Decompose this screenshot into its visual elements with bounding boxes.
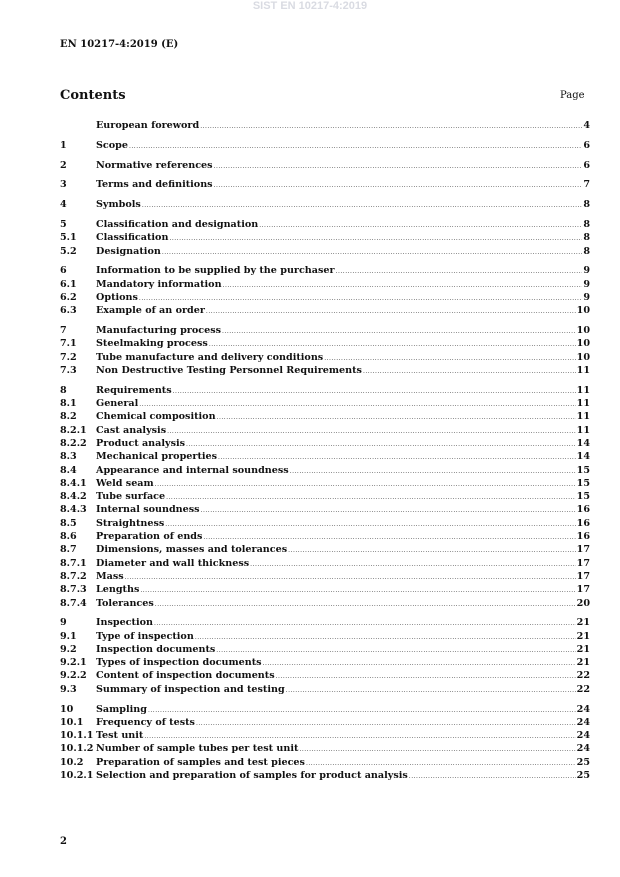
toc-entry-number: 8.4: [60, 464, 77, 476]
toc-entry-title: Content of inspection documents: [96, 670, 275, 682]
toc-entry-page: 10: [576, 338, 590, 350]
toc-entry-page: 8: [583, 218, 590, 230]
toc-dot-leader: [139, 398, 575, 411]
toc-entry-title: Summary of inspection and testing: [96, 683, 285, 695]
toc-entry-number: 5.1: [60, 232, 77, 244]
toc-entry-page: 9: [583, 278, 590, 290]
toc-entry[interactable]: [60, 716, 590, 729]
toc-entry[interactable]: [60, 159, 590, 172]
toc-entry-number: 8.1: [60, 398, 77, 410]
toc-dot-leader: [165, 518, 575, 531]
toc-entry-title: Requirements: [96, 384, 172, 396]
toc-entry-number: 10.2: [60, 756, 84, 768]
page-column-label: Page: [560, 90, 585, 101]
toc-dot-leader: [288, 544, 576, 557]
toc-entry-number: 6.3: [60, 305, 77, 317]
toc-entry-title: Example of an order: [96, 305, 205, 317]
toc-entry[interactable]: [60, 597, 590, 610]
toc-entry-page: 8: [583, 245, 590, 257]
toc-entry-page: 25: [576, 770, 590, 782]
toc-dot-leader: [139, 292, 582, 305]
toc-entry-title: Mandatory information: [96, 278, 222, 290]
toc-entry[interactable]: [60, 324, 590, 337]
toc-entry-title: Diameter and wall thickness: [96, 557, 250, 569]
toc-entry-page: 6: [583, 159, 590, 171]
toc-entry-number: 8.2.2: [60, 437, 87, 449]
toc-dot-leader: [222, 325, 576, 338]
toc-entry-number: 10: [60, 703, 74, 715]
toc-entry[interactable]: [60, 178, 590, 191]
toc-entry-number: 8.7.4: [60, 597, 87, 609]
toc-entry-title: Normative references: [96, 159, 213, 171]
toc-entry-title: Tolerances: [96, 597, 154, 609]
toc-entry-page: 24: [576, 703, 590, 715]
toc-entry[interactable]: [60, 756, 590, 769]
toc-entry-page: 7: [583, 179, 590, 191]
toc-entry-title: Chemical composition: [96, 411, 216, 423]
toc-entry-page: 17: [576, 557, 590, 569]
toc-entry[interactable]: [60, 337, 590, 350]
toc-dot-leader: [129, 140, 582, 153]
toc-entry-page: 10: [576, 351, 590, 363]
toc-entry-title: Weld seam: [96, 477, 154, 489]
toc-entry-page: 14: [576, 451, 590, 463]
toc-entry-title: Test unit: [96, 730, 144, 742]
toc-entry-title: Steelmaking process: [96, 338, 208, 350]
toc-entry[interactable]: [60, 643, 590, 656]
toc-entry[interactable]: [60, 139, 590, 152]
toc-entry[interactable]: [60, 656, 590, 669]
toc-entry[interactable]: [60, 517, 590, 530]
toc-entry-page: 21: [576, 657, 590, 669]
toc-entry-title: General: [96, 398, 139, 410]
toc-entry-title: Inspection documents: [96, 643, 216, 655]
toc-entry-number: 8.4.2: [60, 491, 87, 503]
toc-dot-leader: [363, 365, 576, 378]
toc-entry-number: 8.2: [60, 411, 77, 423]
toc-dot-leader: [166, 491, 576, 504]
toc-dot-leader: [214, 179, 583, 192]
toc-entry-page: 11: [576, 384, 590, 396]
toc-entry-number: 9.3: [60, 683, 77, 695]
toc-entry-title: Types of inspection documents: [96, 657, 262, 669]
toc-entry[interactable]: [60, 364, 590, 377]
toc-entry-page: 10: [576, 305, 590, 317]
toc-entry-page: 16: [576, 504, 590, 516]
toc-entry-number: 9: [60, 617, 67, 629]
toc-dot-leader: [155, 478, 576, 491]
toc-entry-page: 16: [576, 531, 590, 543]
toc-entry[interactable]: [60, 351, 590, 364]
toc-entry[interactable]: [60, 304, 590, 317]
toc-dot-leader: [162, 246, 582, 259]
toc-entry[interactable]: [60, 450, 590, 463]
toc-entry-page: 24: [576, 743, 590, 755]
toc-dot-leader: [148, 704, 576, 717]
toc-entry[interactable]: [60, 397, 590, 410]
toc-entry-title: Tube surface: [96, 491, 166, 503]
toc-entry-page: 15: [576, 477, 590, 489]
toc-dot-leader: [169, 232, 582, 245]
toc-entry-title: Number of sample tubes per test unit: [96, 743, 299, 755]
toc-entry-page: 16: [576, 517, 590, 529]
toc-entry-title: Cast analysis: [96, 424, 167, 436]
toc-entry-number: 9.2.2: [60, 670, 87, 682]
toc-entry-number: 8.4.1: [60, 477, 87, 489]
toc-entry-title: Sampling: [96, 703, 147, 715]
toc-dot-leader: [201, 504, 576, 517]
toc-entry[interactable]: [60, 583, 590, 596]
toc-entry-title: Inspection: [96, 617, 153, 629]
toc-dot-leader: [209, 338, 576, 351]
toc-entry-page: 10: [576, 325, 590, 337]
toc-dot-leader: [186, 438, 576, 451]
toc-entry-page: 17: [576, 570, 590, 582]
table-of-contents: [60, 119, 590, 782]
toc-dot-leader: [409, 770, 576, 783]
toc-dot-leader: [324, 352, 575, 365]
toc-entry-number: 7.2: [60, 351, 77, 363]
toc-entry-page: 22: [576, 670, 590, 682]
toc-entry-number: 8.7.1: [60, 557, 87, 569]
toc-entry-page: 8: [583, 232, 590, 244]
toc-entry-page: 21: [576, 643, 590, 655]
toc-entry-title: Information to be supplied by the purchaser: [96, 265, 335, 277]
toc-entry-title: European foreword: [96, 120, 200, 131]
toc-entry-page: 9: [583, 265, 590, 277]
toc-dot-leader: [276, 670, 576, 683]
toc-entry-page: 25: [576, 756, 590, 768]
toc-entry-number: 6: [60, 265, 67, 277]
toc-entry[interactable]: [60, 729, 590, 742]
toc-entry[interactable]: [60, 424, 590, 437]
toc-entry-number: 9.2: [60, 643, 77, 655]
toc-entry-number: 6.2: [60, 291, 77, 303]
toc-dot-leader: [144, 730, 575, 743]
page-number: 2: [60, 836, 67, 847]
toc-entry-title: Scope: [96, 139, 128, 151]
toc-entry-title: Tube manufacture and delivery conditions: [96, 351, 324, 363]
toc-entry-page: 17: [576, 544, 590, 556]
toc-entry[interactable]: [60, 570, 590, 583]
toc-entry-page: 24: [576, 716, 590, 728]
toc-entry-title: Symbols: [96, 199, 141, 211]
toc-entry-page: 11: [576, 424, 590, 436]
toc-dot-leader: [250, 558, 576, 571]
toc-entry-number: 6.1: [60, 278, 77, 290]
toc-dot-leader: [216, 644, 575, 657]
toc-entry-number: 8.6: [60, 531, 77, 543]
toc-entry-page: 22: [576, 683, 590, 695]
toc-entry-number: 10.1.2: [60, 743, 94, 755]
toc-entry-page: 4: [583, 120, 590, 131]
toc-entry-title: Preparation of ends: [96, 531, 203, 543]
toc-dot-leader: [173, 385, 576, 398]
toc-entry-title: Manufacturing process: [96, 325, 222, 337]
toc-dot-leader: [306, 757, 576, 770]
toc-entry[interactable]: [60, 291, 590, 304]
toc-entry[interactable]: [60, 410, 590, 423]
toc-entry-page: 11: [576, 398, 590, 410]
toc-dot-leader: [206, 305, 576, 318]
toc-dot-leader: [217, 411, 576, 424]
document-id: EN 10217-4:2019 (E): [60, 39, 179, 50]
toc-entry-page: 17: [576, 584, 590, 596]
toc-dot-leader: [140, 584, 575, 597]
toc-dot-leader: [200, 120, 582, 133]
toc-entry[interactable]: [60, 437, 590, 450]
toc-entry-title: Appearance and internal soundness: [96, 464, 289, 476]
toc-entry-title: Classification and designation: [96, 218, 259, 230]
toc-entry[interactable]: [60, 703, 590, 716]
toc-dot-leader: [155, 598, 576, 611]
toc-entry-number: 8: [60, 384, 67, 396]
toc-entry-page: 20: [576, 597, 590, 609]
toc-entry[interactable]: [60, 503, 590, 516]
toc-entry-page: 11: [576, 411, 590, 423]
toc-dot-leader: [125, 571, 576, 584]
toc-entry[interactable]: [60, 557, 590, 570]
toc-entry[interactable]: [60, 742, 590, 755]
toc-entry-number: 8.7.2: [60, 570, 87, 582]
toc-dot-leader: [336, 265, 583, 278]
toc-entry-number: 7.3: [60, 364, 77, 376]
toc-entry-title: Selection and preparation of samples for product analysis: [96, 770, 408, 782]
toc-entry-number: 9.2.1: [60, 657, 87, 669]
toc-dot-leader: [196, 717, 576, 730]
toc-entry[interactable]: [60, 490, 590, 503]
toc-entry[interactable]: [60, 616, 590, 629]
toc-dot-leader: [218, 451, 576, 464]
toc-dot-leader: [154, 617, 576, 630]
toc-entry-number: 7: [60, 325, 67, 337]
toc-entry-number: 10.1.1: [60, 730, 94, 742]
toc-entry[interactable]: [60, 278, 590, 291]
toc-entry-title: Mechanical properties: [96, 451, 218, 463]
toc-entry-page: 14: [576, 437, 590, 449]
toc-entry[interactable]: [60, 669, 590, 682]
toc-entry-title: Mass: [96, 570, 124, 582]
toc-entry[interactable]: [60, 119, 590, 132]
toc-dot-leader: [142, 199, 583, 212]
toc-dot-leader: [299, 743, 575, 756]
toc-entry-number: 8.7: [60, 544, 77, 556]
toc-entry[interactable]: [60, 198, 590, 211]
toc-entry-title: Classification: [96, 232, 169, 244]
contents-title: Contents: [60, 88, 126, 103]
toc-entry[interactable]: [60, 630, 590, 643]
toc-entry-title: Dimensions, masses and tolerances: [96, 544, 288, 556]
toc-entry[interactable]: [60, 769, 590, 782]
toc-entry-title: Internal soundness: [96, 504, 200, 516]
toc-entry-number: 2: [60, 159, 67, 171]
toc-entry[interactable]: [60, 384, 590, 397]
toc-entry[interactable]: [60, 231, 590, 244]
toc-entry-page: 15: [576, 464, 590, 476]
toc-entry-title: Frequency of tests: [96, 716, 195, 728]
toc-entry-title: Non Destructive Testing Personnel Requirements: [96, 364, 362, 376]
toc-entry[interactable]: [60, 218, 590, 231]
toc-entry-number: 5.2: [60, 245, 77, 257]
toc-entry-page: 24: [576, 730, 590, 742]
toc-entry-page: 21: [576, 630, 590, 642]
toc-entry[interactable]: [60, 264, 590, 277]
toc-entry[interactable]: [60, 530, 590, 543]
toc-entry-number: 5: [60, 218, 67, 230]
toc-dot-leader: [203, 531, 575, 544]
toc-entry-number: 8.5: [60, 517, 77, 529]
toc-dot-leader: [259, 219, 582, 232]
toc-entry-title: Terms and definitions: [96, 179, 213, 191]
toc-entry-number: 8.7.3: [60, 584, 87, 596]
toc-entry-title: Designation: [96, 245, 161, 257]
toc-entry[interactable]: [60, 683, 590, 696]
toc-entry-title: Lengths: [96, 584, 140, 596]
toc-entry-number: 8.2.1: [60, 424, 87, 436]
toc-dot-leader: [195, 631, 576, 644]
toc-entry-number: 8.4.3: [60, 504, 87, 516]
toc-dot-leader: [214, 160, 583, 173]
toc-dot-leader: [263, 657, 576, 670]
toc-dot-leader: [167, 425, 576, 438]
toc-entry-number: 8.3: [60, 451, 77, 463]
toc-entry[interactable]: [60, 477, 590, 490]
toc-dot-leader: [286, 684, 576, 697]
toc-dot-leader: [290, 465, 576, 478]
toc-entry-number: 10.1: [60, 716, 84, 728]
toc-entry-number: 4: [60, 199, 67, 211]
toc-entry[interactable]: [60, 543, 590, 556]
toc-entry-title: Options: [96, 291, 138, 303]
toc-entry-page: 15: [576, 491, 590, 503]
toc-entry[interactable]: [60, 464, 590, 477]
toc-entry-number: 7.1: [60, 338, 77, 350]
toc-entry-page: 21: [576, 617, 590, 629]
toc-entry-page: 9: [583, 291, 590, 303]
toc-entry-title: Type of inspection: [96, 630, 194, 642]
toc-entry-title: Product analysis: [96, 437, 186, 449]
toc-entry-page: 8: [583, 199, 590, 211]
toc-entry-page: 6: [583, 139, 590, 151]
watermark: SIST EN 10217-4:2019: [252, 0, 368, 12]
toc-entry-title: Preparation of samples and test pieces: [96, 756, 305, 768]
toc-entry-number: 3: [60, 179, 67, 191]
toc-entry-number: 9.1: [60, 630, 77, 642]
toc-dot-leader: [223, 279, 583, 292]
toc-entry-number: 1: [60, 139, 67, 151]
toc-entry-number: 10.2.1: [60, 770, 94, 782]
toc-entry-title: Straightness: [96, 517, 165, 529]
toc-entry-page: 11: [576, 364, 590, 376]
toc-entry[interactable]: [60, 245, 590, 258]
